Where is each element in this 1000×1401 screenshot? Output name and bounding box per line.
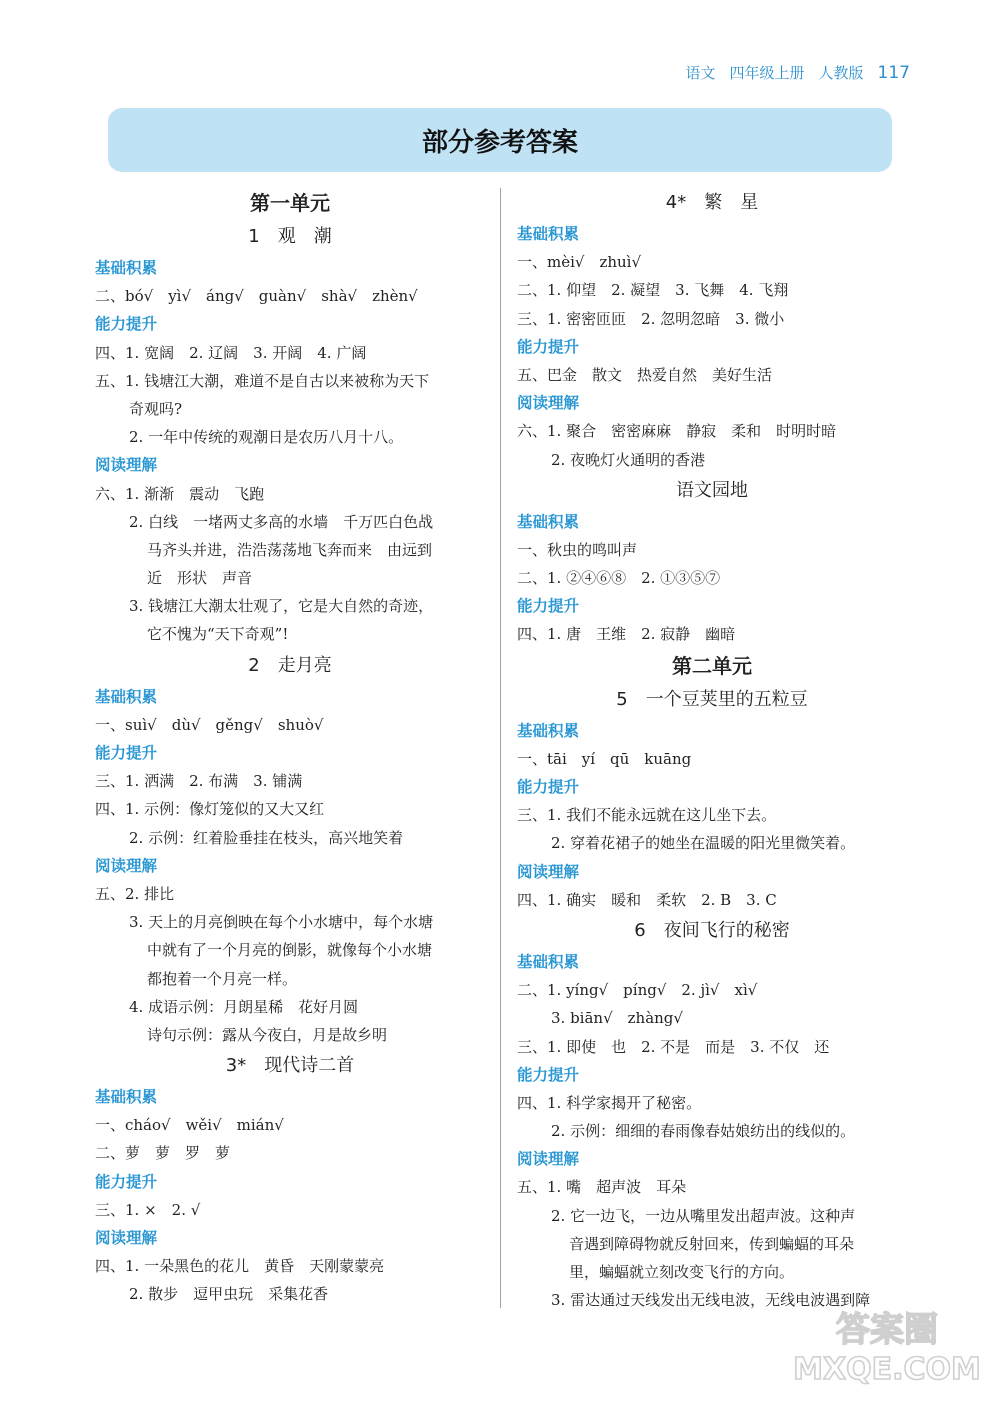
section-heading: 阅读理解 (95, 1229, 158, 1247)
answer-line: 2. 它一边飞，一边从嘴里发出超声波。这种声 (551, 1206, 856, 1225)
answer-line: 三、1. 我们不能永远就在这儿坐下去。 (517, 806, 777, 825)
section-heading: 能力提升 (517, 597, 580, 616)
answer-line: 都抱着一个月亮一样。 (147, 969, 298, 988)
answer-line: 二、萝 萝 罗 萝 (95, 1144, 231, 1163)
answer-line: 2. 示例：细细的春雨像春姑娘纺出的线似的。 (551, 1122, 856, 1141)
answer-line: 二、bó√ yì√ áng√ guàn√ shà√ zhèn√ (95, 287, 418, 306)
answer-line: 马齐头并进，浩浩荡荡地飞奔而来 由远到 (147, 540, 433, 559)
answer-line: 一、秋虫的鸣叫声 (517, 540, 638, 559)
lesson-title: 3* 现代诗二首 (225, 1055, 355, 1077)
section-heading: 阅读理解 (517, 1150, 580, 1169)
section-heading: 基础积累 (95, 259, 158, 277)
answer-line: 五、1. 嘴 超声波 耳朵 (517, 1178, 687, 1197)
header-edition: 人教版 (818, 64, 864, 82)
right-column (517, 186, 907, 1314)
unit-heading: 第二单元 (672, 653, 752, 678)
answer-line: 诗句示例：露从今夜白，月是故乡明 (147, 1025, 388, 1044)
answer-line: 2. 示例：红着脸垂挂在枝头，高兴地笑着 (129, 828, 404, 847)
answer-line: 三、1. 洒满 2. 布满 3. 铺满 (95, 772, 303, 791)
answer-line: 二、1. 仰望 2. 凝望 3. 飞舞 4. 飞翔 (517, 281, 789, 300)
watermark-bottom: MXQE.COM (793, 1352, 981, 1387)
answer-line: 3. biān√ zhàng√ (551, 1009, 683, 1028)
answer-line: 五、2. 排比 (95, 884, 175, 903)
lesson-title: 6 夜间飞行的秘密 (634, 919, 790, 941)
answer-line: 三、1. 密密匝匝 2. 忽明忽暗 3. 微小 (517, 309, 785, 328)
unit-heading: 第一单元 (250, 191, 330, 215)
section-heading: 阅读理解 (517, 394, 580, 413)
page-header (686, 62, 911, 83)
answer-line: 一、tāi yí qū kuāng (517, 749, 692, 768)
answer-line: 四、1. 示例：像灯笼似的又大又红 (95, 800, 325, 819)
column-divider (500, 188, 501, 1308)
answer-line: 2. 白线 一堵两丈多高的水墙 千万匹白色战 (129, 512, 434, 531)
answer-line: 2. 穿着花裙子的她坐在温暖的阳光里微笑着。 (551, 834, 856, 853)
section-heading: 能力提升 (95, 315, 158, 334)
answer-line: 六、1. 聚合 密密麻麻 静寂 柔和 时明时暗 (517, 422, 837, 441)
answer-line: 三、1. × 2. √ (95, 1200, 201, 1219)
answer-line: 里，蝙蝠就立刻改变飞行的方向。 (569, 1263, 795, 1281)
answer-line: 二、1. ②④⑥⑧ 2. ①③⑤⑦ (517, 569, 721, 588)
section-heading: 基础积累 (517, 721, 580, 740)
answer-line: 奇观吗? (129, 399, 183, 418)
section-heading: 能力提升 (95, 1172, 158, 1191)
page-title: 部分参考答案 (421, 127, 578, 158)
watermark-top: 答案圈 (836, 1310, 938, 1350)
answer-line: 3. 钱塘江大潮太壮观了，它是大自然的奇迹， (129, 597, 434, 616)
answer-line: 六、1. 渐渐 震动 飞跑 (95, 484, 265, 503)
header-subject: 语文 (685, 64, 716, 82)
section-heading: 能力提升 (517, 778, 580, 796)
section-heading: 阅读理解 (517, 862, 580, 881)
section-heading: 基础积累 (95, 687, 158, 706)
answer-line: 它不愧为“天下奇观”! (147, 625, 289, 644)
title-banner (108, 108, 892, 172)
lesson-title: 语文园地 (676, 479, 748, 501)
answer-line: 三、1. 即使 也 2. 不是 而是 3. 不仅 还 (517, 1037, 830, 1056)
answer-line: 近 形状 声音 (147, 569, 253, 588)
header-grade: 四年级上册 (729, 64, 805, 82)
lesson-title: 1 观 潮 (248, 226, 332, 247)
section-heading: 基础积累 (95, 1088, 158, 1107)
answer-line: 五、巴金 散文 热爱自然 美好生活 (517, 365, 773, 384)
section-heading: 基础积累 (517, 512, 580, 531)
answer-line: 中就有了一个月亮的倒影，就像每个小水塘 (147, 941, 433, 960)
section-heading: 能力提升 (517, 1065, 580, 1084)
answer-line: 3. 雷达通过天线发出无线电波，无线电波遇到障 (551, 1291, 871, 1310)
answer-line: 音遇到障碍物就反射回来，传到蝙蝠的耳朵 (569, 1234, 855, 1253)
answer-line: 一、mèi√ zhuì√ (517, 253, 642, 272)
section-heading: 基础积累 (517, 225, 580, 243)
section-heading: 阅读理解 (95, 456, 158, 475)
lesson-title: 4* 繁 星 (665, 192, 759, 213)
answer-line: 四、1. 科学家揭开了秘密。 (517, 1093, 702, 1112)
answer-line: 2. 夜晚灯火通明的香港 (551, 450, 706, 469)
answer-line: 二、1. yíng√ píng√ 2. jì√ xì√ (517, 981, 758, 1000)
answer-line: 四、1. 宽阔 2. 辽阔 3. 开阔 4. 广阔 (95, 343, 367, 362)
section-heading: 阅读理解 (95, 856, 158, 875)
answer-line: 四、1. 确实 暖和 柔软 2. B 3. C (517, 890, 777, 909)
answer-line: 2. 一年中传统的观潮日是农历八月十八。 (129, 428, 404, 447)
answer-line: 四、1. 唐 王维 2. 寂静 幽暗 (517, 625, 736, 644)
answer-line: 2. 散步 逗甲虫玩 采集花香 (129, 1285, 329, 1304)
answer-line: 4. 成语示例：月朗星稀 花好月圆 (129, 997, 359, 1016)
answer-line: 3. 天上的月亮倒映在每个小水塘中，每个水塘 (129, 913, 434, 932)
lesson-title: 5 一个豆荚里的五粒豆 (616, 688, 808, 710)
answer-line: 五、1. 钱塘江大潮，难道不是自古以来被称为天下 (95, 371, 430, 390)
section-heading: 能力提升 (517, 337, 580, 356)
section-heading: 能力提升 (95, 744, 158, 762)
watermark-logo (792, 1301, 982, 1387)
answer-line: 一、suì√ dù√ gěng√ shuò√ (95, 715, 324, 734)
page-number: 117 (877, 63, 910, 83)
section-heading: 基础积累 (517, 952, 580, 971)
left-column (95, 186, 485, 1309)
answer-line: 一、cháo√ wěi√ mián√ (95, 1116, 284, 1135)
answer-line: 四、1. 一朵黑色的花儿 黄昏 天刚蒙蒙亮 (95, 1257, 385, 1276)
lesson-title: 2 走月亮 (248, 654, 332, 676)
